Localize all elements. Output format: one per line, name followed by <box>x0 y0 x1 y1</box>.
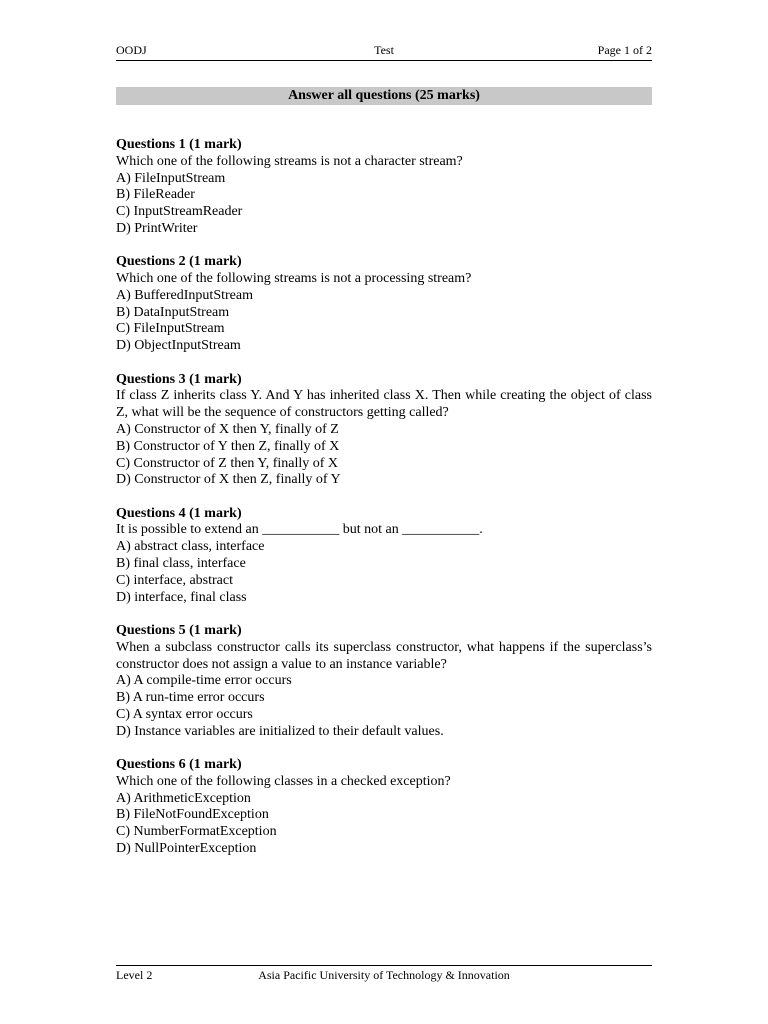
option-a: A) FileInputStream <box>116 170 226 186</box>
question-text: When a subclass constructor calls its superclass constructor, what happens if the superclass’s constructor does not assign a value to an instance variable? <box>116 639 652 672</box>
option-a: A) abstract class, interface <box>116 539 265 555</box>
option-d: D) NullPointerException <box>116 840 257 856</box>
option-d: D) interface, final class <box>116 589 247 605</box>
option-d: D) Constructor of X then Z, finally of Y <box>116 472 341 488</box>
question-text: If class Z inherits class Y. And Y has inherited class X. Then while creating the object of class Z, what will be the sequence of constructors getting called? <box>116 388 652 421</box>
option-b: B) FileNotFoundException <box>116 807 269 823</box>
level-label: Level 2 <box>116 968 153 982</box>
question-1 <box>116 137 652 238</box>
question-text: Which one of the following classes in a checked exception? <box>116 773 451 789</box>
question-6 <box>116 757 652 858</box>
option-a: A) BufferedInputStream <box>116 287 253 303</box>
question-text: Which one of the following streams is not a processing stream? <box>116 271 472 287</box>
question-title: Questions 6 (1 mark) <box>116 757 242 772</box>
option-b: B) FileReader <box>116 187 195 203</box>
question-4 <box>116 506 652 607</box>
option-d: D) Instance variables are initialized to their default values. <box>116 723 444 739</box>
course-code: OODJ <box>116 43 147 57</box>
option-b: B) Constructor of Y then Z, finally of X <box>116 438 340 454</box>
question-title: Questions 5 (1 mark) <box>116 622 242 638</box>
option-a: A) Constructor of X then Y, finally of Z <box>116 421 339 437</box>
option-d: D) ObjectInputStream <box>116 338 241 354</box>
question-title: Questions 1 (1 mark) <box>116 137 242 152</box>
page-footer <box>116 965 652 984</box>
option-a: A) ArithmeticException <box>116 790 251 806</box>
institution-name: Asia Pacific University of Technology & Innovation <box>258 968 510 982</box>
question-text: It is possible to extend an ___________ but not an ___________. <box>116 522 483 538</box>
option-c: C) Constructor of Z then Y, finally of X <box>116 455 339 471</box>
option-a: A) A compile-time error occurs <box>116 673 292 689</box>
option-c: C) InputStreamReader <box>116 204 243 220</box>
option-b: B) final class, interface <box>116 556 246 572</box>
document-type: Test <box>374 43 394 57</box>
page-number: Page 1 of 2 <box>597 43 652 57</box>
option-c: C) NumberFormatException <box>116 824 277 840</box>
question-list <box>116 137 652 874</box>
question-2 <box>116 254 652 355</box>
page-header <box>116 42 652 61</box>
option-c: C) interface, abstract <box>116 572 233 588</box>
option-c: C) A syntax error occurs <box>116 706 253 722</box>
option-b: B) DataInputStream <box>116 304 230 320</box>
question-5 <box>116 623 652 741</box>
question-3 <box>116 372 652 490</box>
question-title: Questions 4 (1 mark) <box>116 505 242 521</box>
option-b: B) A run-time error occurs <box>116 690 265 706</box>
instructions-banner: Answer all questions (25 marks) <box>116 87 652 105</box>
option-d: D) PrintWriter <box>116 220 198 236</box>
question-title: Questions 3 (1 mark) <box>116 371 242 387</box>
option-c: C) FileInputStream <box>116 321 225 337</box>
question-text: Which one of the following streams is not a character stream? <box>116 153 463 169</box>
question-title: Questions 2 (1 mark) <box>116 254 242 270</box>
